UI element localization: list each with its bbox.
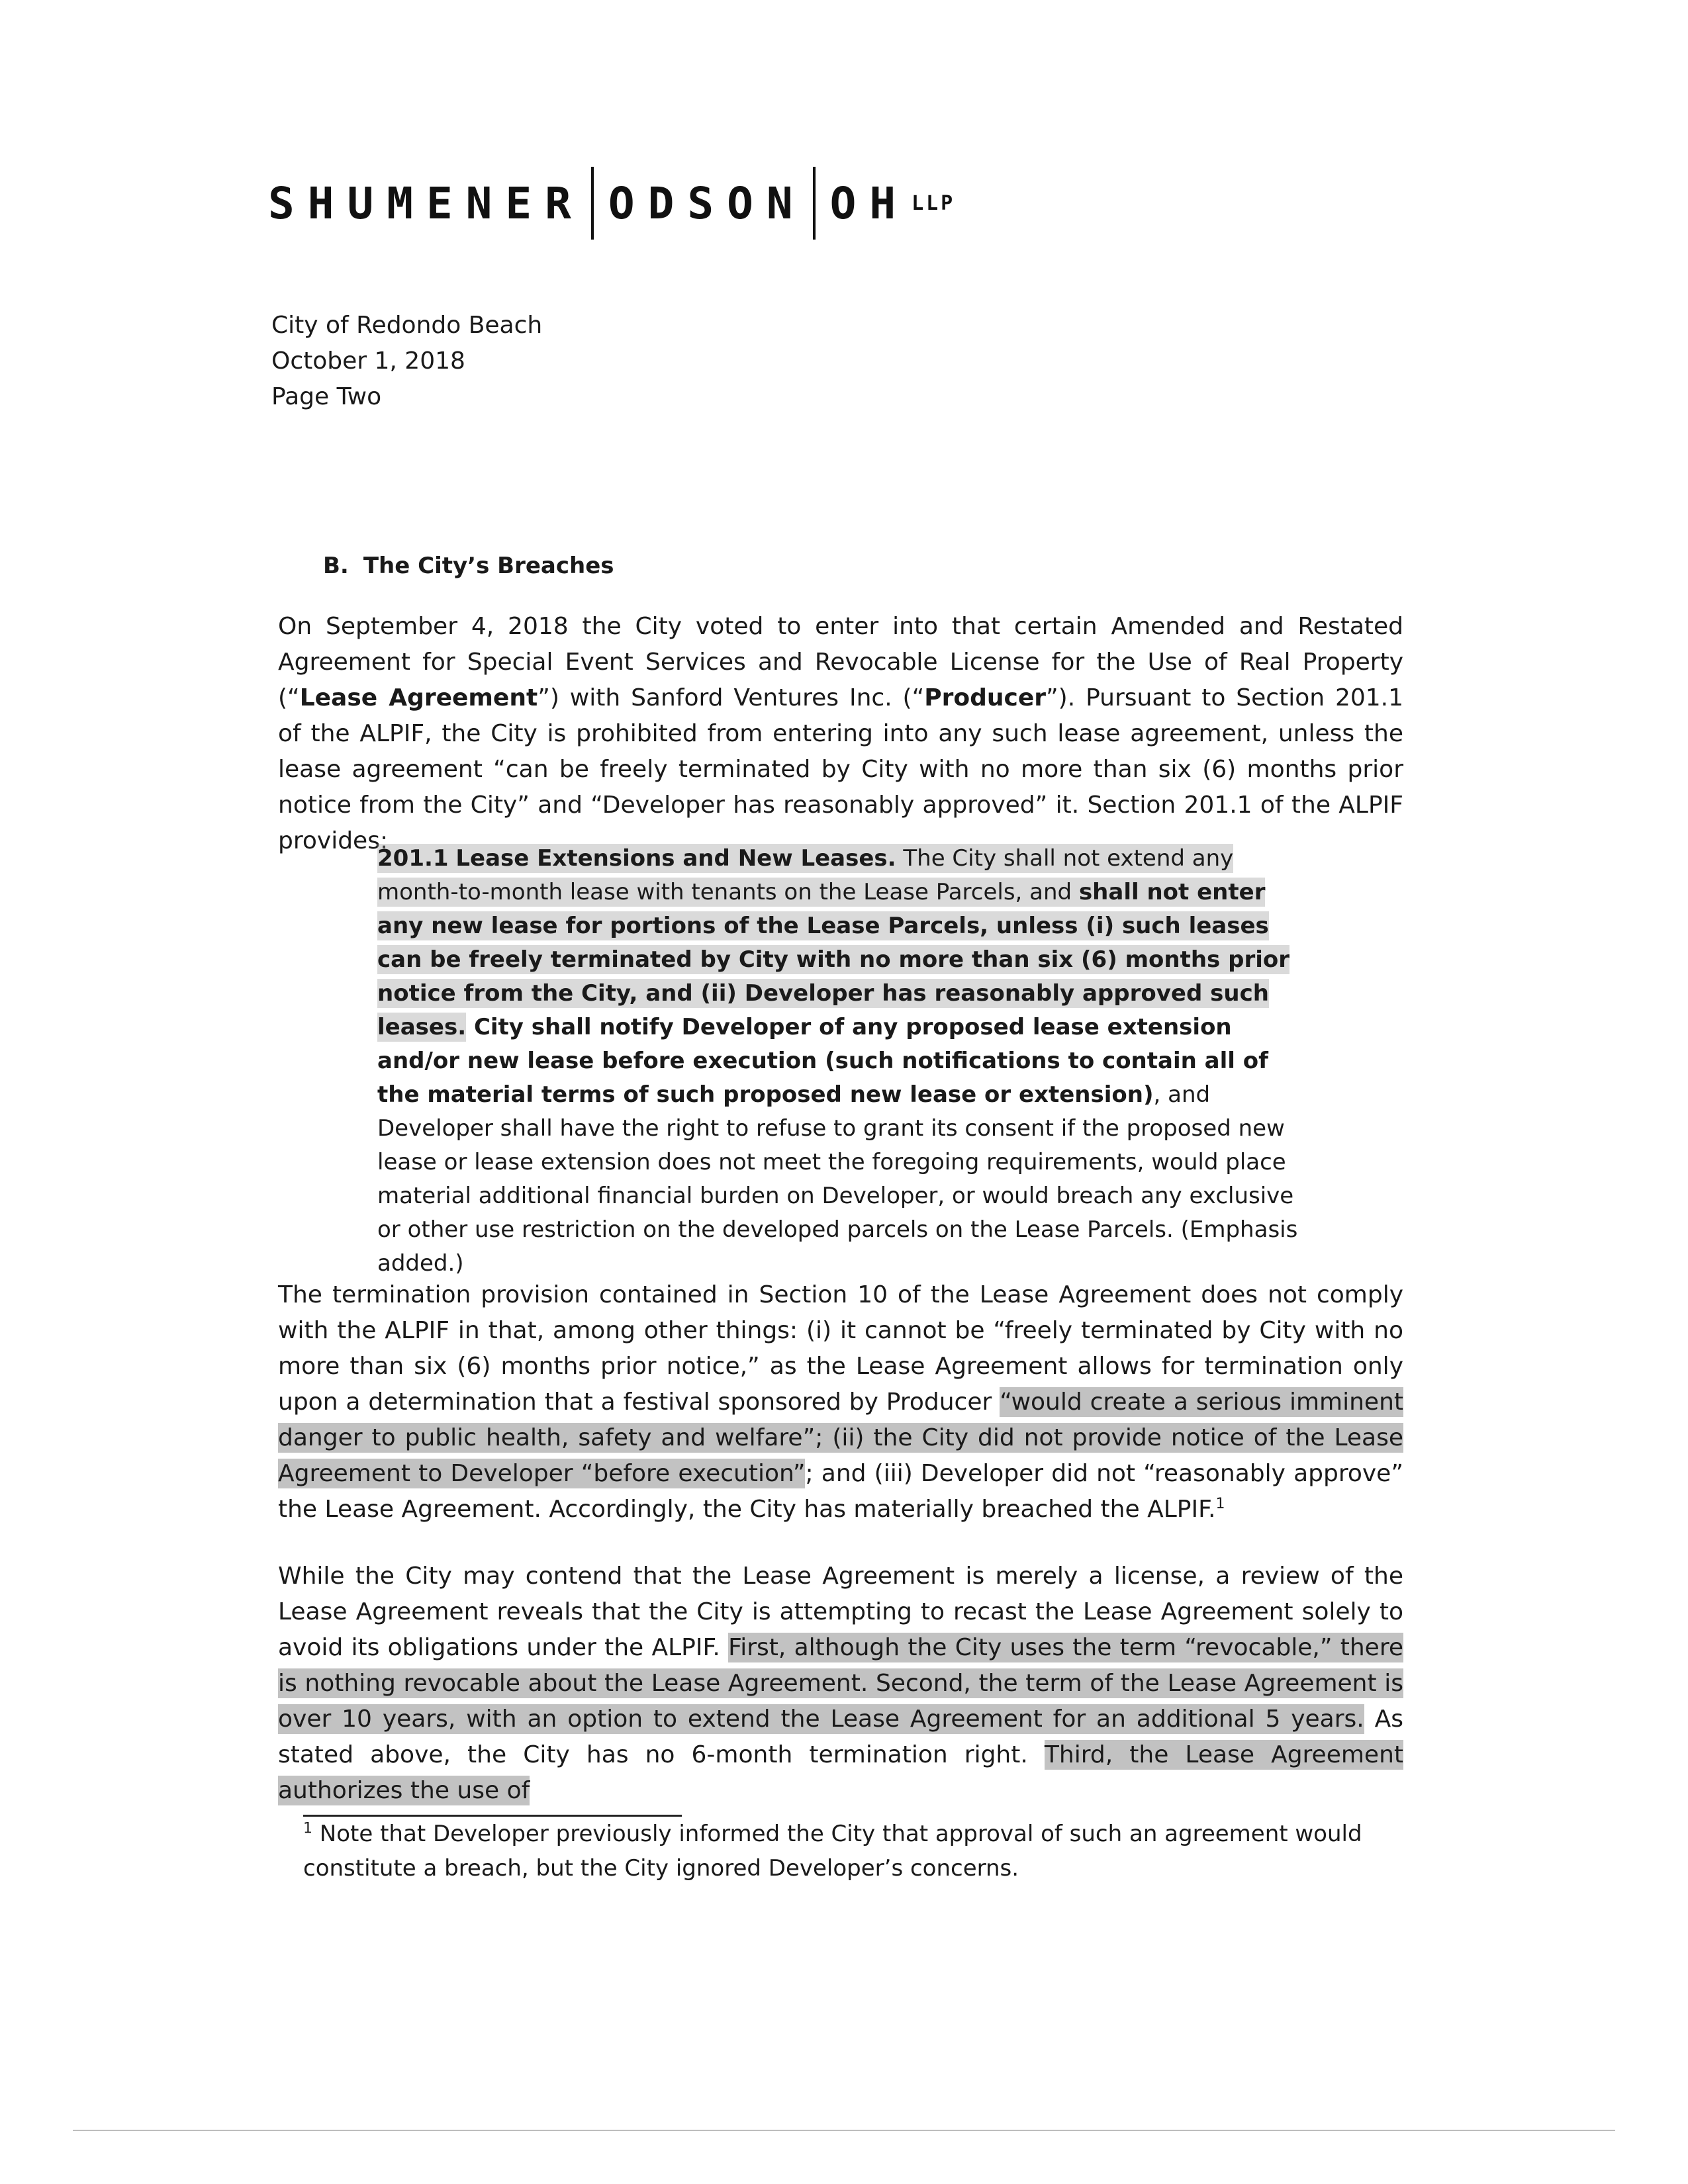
quote-emphasis: shall not enter any new lease for portions of the Lease Parcels, unless (i) such leases can be freely terminated by City with no more than six (6) months prior notice from the City, and (ii) Developer has reasonably approved such leases. — [377, 879, 1289, 1040]
letterhead-name-3: OH — [829, 177, 910, 229]
letterhead-name-2: ODSON — [608, 177, 806, 229]
letterhead-suffix: LLP — [912, 191, 956, 215]
footnote-number: 1 — [303, 1820, 312, 1837]
address-block — [271, 308, 542, 415]
section-heading — [323, 548, 614, 584]
footnote — [303, 1817, 1429, 1886]
quote-text: The City shall not extend any month-to-month lease with tenants on the Lease Parcels, and — [377, 845, 1234, 905]
para3-highlight: Third, the Lease Agreement authorizes the use of — [278, 1741, 1403, 1804]
para3-text: As stated above, the City has no 6-month termination right. — [278, 1706, 1404, 1768]
block-quote — [377, 842, 1304, 1281]
paragraph-2 — [278, 1277, 1403, 1527]
para3-highlight: First, although the City uses the term “revocable,” there is nothing revocable about the Lease Agreement. Second, the term of the Lease Agreement is over 10 years, with an option to extend the Lease Agreement for an additional 5 years. — [278, 1634, 1403, 1733]
letter-date: October 1, 2018 — [271, 347, 465, 375]
page-bottom-line — [73, 2130, 1615, 2131]
section-title: The City’s Breaches — [363, 553, 614, 579]
defined-term-producer: Producer — [924, 684, 1047, 711]
defined-term-lease: Lease Agreement — [299, 684, 538, 711]
letterhead-divider — [813, 167, 816, 240]
para1-text: ”). Pursuant to Section 201.1 of the ALPIF, the City is prohibited from entering into any such lease agreement, unless the lease agreement “can be freely terminated by City with no more than six (6) months prior notice from the City” and “Developer has reasonably approved” it. Section 201.1 of the ALPIF provides: — [278, 684, 1404, 854]
para1-text: On September 4, 2018 the City voted to enter into that certain Amended and Restated Agreement for Special Event Services and Revocable License for the Use of Real Property (“ — [278, 613, 1403, 711]
paragraph-1 — [278, 609, 1403, 859]
para2-highlight: “would create a serious imminent danger to public health, safety and welfare”; (ii) the City did not provide notice of the Lease Agreement to Developer “before execution” — [278, 1388, 1404, 1487]
footnote-text: Note that Developer previously informed the City that approval of such an agreement would constitute a breach, but the City ignored Developer’s concerns. — [303, 1821, 1362, 1882]
para2-text: ; and (iii) Developer did not “reasonably approve” the Lease Agreement. Accordingly, the City has materially breached the ALPIF. — [278, 1460, 1403, 1523]
quote-emphasis: City shall notify Developer of any proposed lease extension and/or new lease before execution (such notifications to contain all of the material terms of such proposed new lease or extension) — [377, 1014, 1268, 1108]
para1-text: ”) with Sanford Ventures Inc. (“ — [538, 684, 925, 711]
quote-section-number: 201.1 — [377, 845, 449, 872]
letterhead-name-1: SHUMENER — [268, 177, 585, 229]
footnote-ref: 1 — [1215, 1496, 1225, 1512]
firm-letterhead — [268, 173, 955, 233]
para3-text: While the City may contend that the Lease Agreement is merely a license, a review of the Lease Agreement reveals that the City is attempting to recast the Lease Agreement solely to avoid its obligations under the ALPIF. — [278, 1563, 1403, 1661]
quote-section-title: Lease Extensions and New Leases. — [455, 845, 896, 872]
para2-text: The termination provision contained in Section 10 of the Lease Agreement does not comply with the ALPIF in that, among other things: (i) it cannot be “freely terminated by City with no more than six (6) months prior notice,” as the Lease Agreement allows for termination only upon a determination that a festival sponsored by Producer — [278, 1281, 1403, 1416]
page-number: Page Two — [271, 383, 382, 410]
quote-text: , and Developer shall have the right to refuse to grant its consent if the proposed new lease or lease extension does not meet the foregoing requirements, would place material additional financial burden on Developer, or would breach any exclusive or other use restriction on the developed parcels on the Lease Parcels. (Emphasis added.) — [377, 1081, 1298, 1277]
paragraph-3 — [278, 1559, 1403, 1809]
section-letter: B. — [323, 553, 349, 579]
letterhead-divider — [591, 167, 594, 240]
recipient: City of Redondo Beach — [271, 312, 543, 339]
